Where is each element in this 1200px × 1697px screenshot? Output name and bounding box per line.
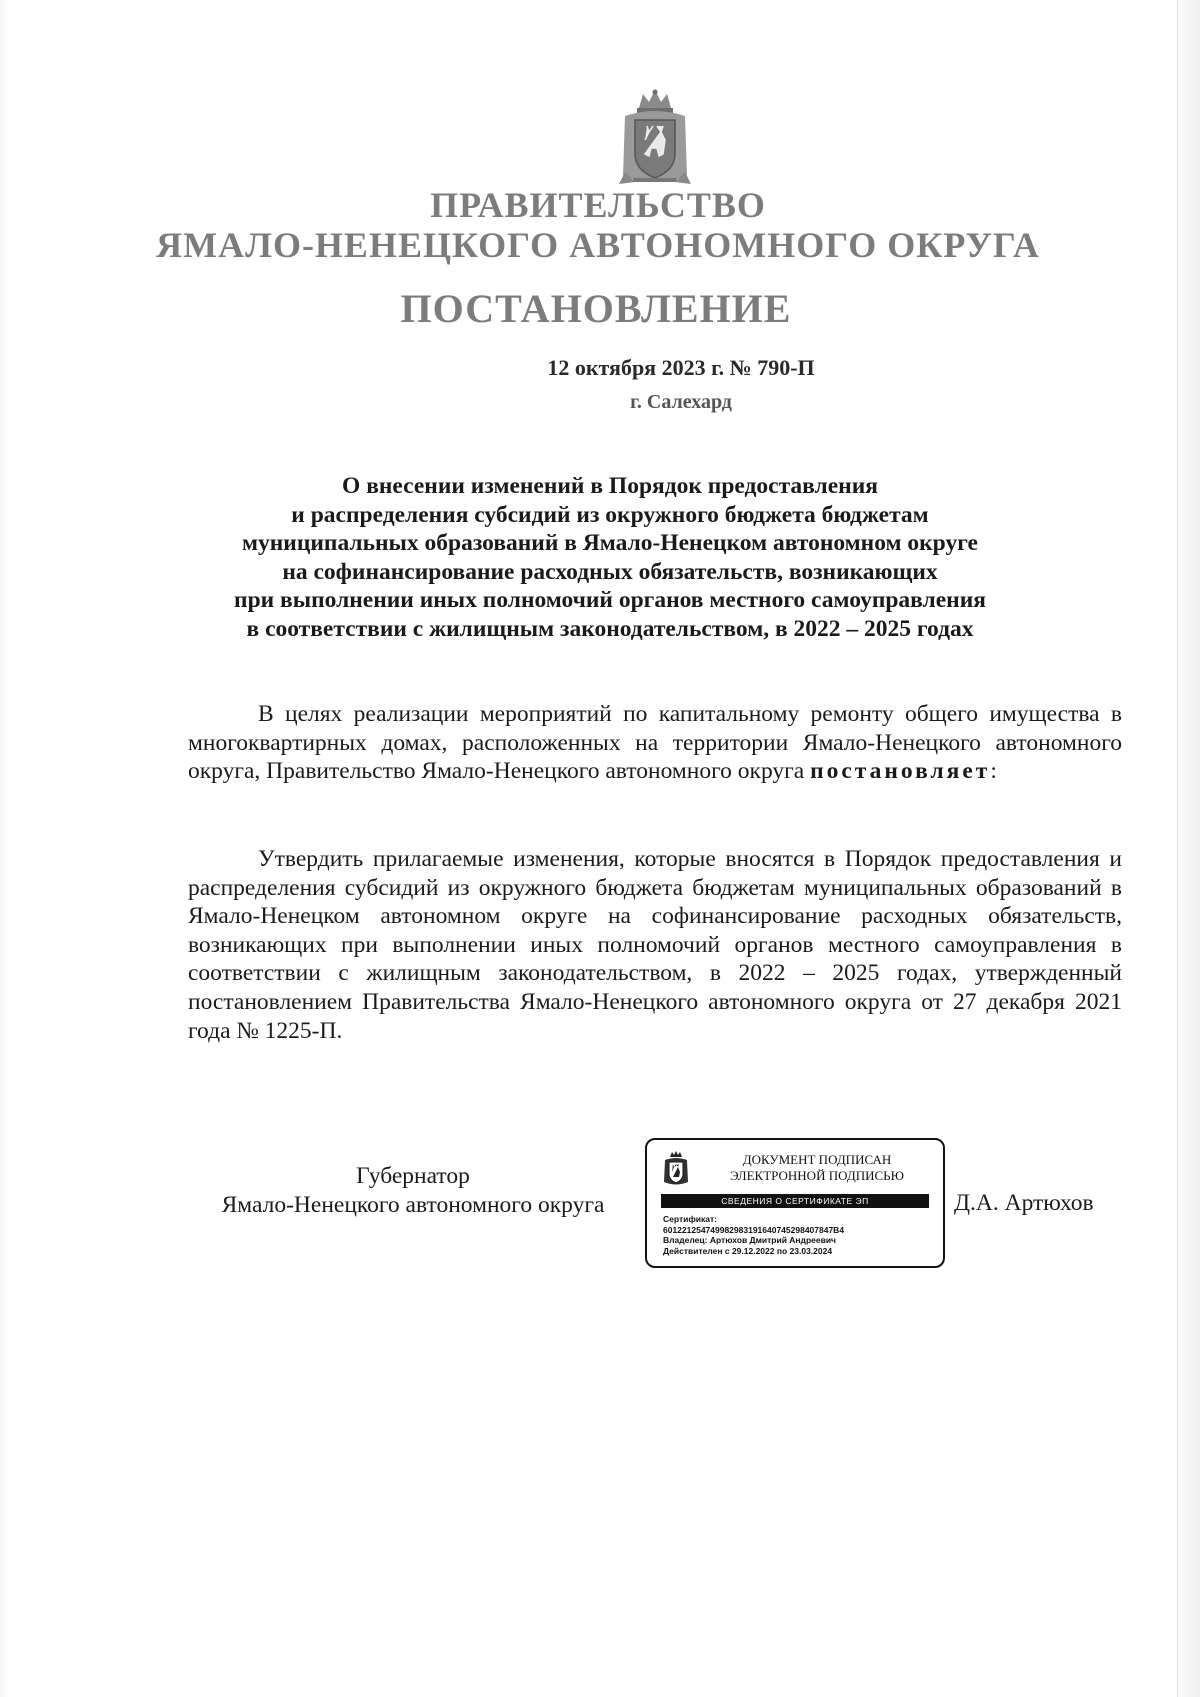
title-line: в соответствии с жилищным законодательством, в 2022 – 2025 годах (246, 615, 974, 642)
signatory-position-line1: Губернатор (356, 1163, 470, 1189)
coat-of-arms-small-icon (661, 1150, 691, 1186)
signatory-position-line2: Ямало-Ненецкого автономного округа (221, 1192, 605, 1218)
stamp-heading (697, 1152, 937, 1184)
title-line: на софинансирование расходных обязательств, возникающих (282, 558, 938, 585)
electronic-signature-stamp (645, 1138, 945, 1268)
stamp-heading-line1: ДОКУМЕНТ ПОДПИСАН (742, 1152, 892, 1167)
document-type: ПОСТАНОВЛЕНИЕ (400, 286, 792, 331)
coat-of-arms-icon (617, 88, 693, 188)
body-paragraph-1 (188, 700, 1122, 786)
stamp-validity: Действителен с 29.12.2022 по 23.03.2024 (663, 1245, 833, 1256)
stamp-owner: Владелец: Артюхов Дмитрий Андреевич (663, 1235, 836, 1245)
resolution-keyword: постановляет (810, 758, 991, 785)
stamp-certificate-info (663, 1214, 939, 1256)
title-line: муниципальных образований в Ямало-Ненецком автономном округе (241, 530, 978, 556)
document-city: г. Салехард (630, 391, 732, 413)
document-title (180, 472, 1040, 643)
title-line: при выполнении иных полномочий органов местного самоуправления (234, 587, 986, 613)
title-line: и распределения субсидий из окружного бюджета бюджетам (291, 501, 929, 528)
signatory-name: Д.А. Артюхов (954, 1190, 1094, 1216)
stamp-cert-number: 601221254749982983191640745298407847В4 (663, 1224, 845, 1235)
stamp-cert-label: Сертификат: (663, 1214, 717, 1224)
signatory-position (188, 1162, 638, 1220)
paragraph-punctuation: : (990, 758, 997, 785)
stamp-heading-line2: ЭЛЕКТРОННОЙ ПОДПИСЬЮ (730, 1168, 904, 1183)
title-line: О внесении изменений в Порядок предоставления (342, 473, 878, 499)
paragraph-text: В целях реализации мероприятий по капитальному ремонту общего имущества в многоквартирных домах, расположенных на территории Ямало-Ненецкого автономного округа, Правительство Ямало-Ненецкого автономного округа (188, 701, 1122, 785)
government-name-line2: ЯМАЛО-НЕНЕЦКОГО АВТОНОМНОГО ОКРУГА (156, 225, 1040, 265)
stamp-certificate-bar: СВЕДЕНИЯ О СЕРТИФИКАТЕ ЭП (661, 1194, 929, 1208)
document-date-number: 12 октября 2023 г. № 790-П (547, 355, 815, 380)
government-name-line1: ПРАВИТЕЛЬСТВО (430, 185, 766, 225)
body-paragraph-2: Утвердить прилагаемые изменения, которые вносятся в Порядок предоставления и распределения субсидий из окружного бюджета бюджетам муниципальных образований в Ямало-Ненецком автономном округе на софинансирование расходных обязательств, возникающих при выполнении иных полномочий органов местного самоуправления в соответствии с жилищным законодательством, в 2022 – 2025 годах, утвержденный постановлением Правительства Ямало-Ненецкого автономного округа от 27 декабря 2021 года № 1225-П. (188, 846, 1122, 1044)
